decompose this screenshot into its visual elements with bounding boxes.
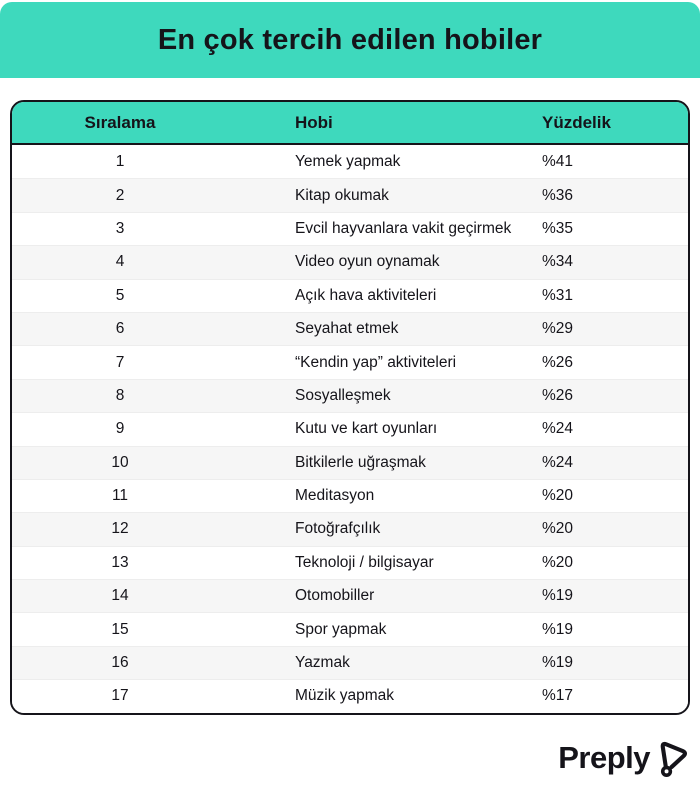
cell-pct: %36 <box>542 186 574 204</box>
cell-rank: 9 <box>115 420 125 438</box>
cell-hobby: Açık hava aktiviteleri <box>295 286 437 304</box>
cell-pct: %20 <box>542 553 574 571</box>
preply-logo-icon <box>655 737 688 779</box>
table-row <box>12 679 688 712</box>
cell-pct: %20 <box>542 520 574 538</box>
table-row <box>12 212 688 245</box>
cell-hobby: “Kendin yap” aktiviteleri <box>295 353 457 371</box>
table-row <box>12 345 688 378</box>
cell-pct: %19 <box>542 620 574 638</box>
cell-rank: 2 <box>115 186 125 204</box>
table-row <box>12 245 688 278</box>
cell-pct: %26 <box>542 386 574 404</box>
cell-hobby: Yazmak <box>295 654 350 672</box>
brand-wordmark: Preply <box>558 739 650 775</box>
cell-hobby: Bitkilerle uğraşmak <box>295 453 426 471</box>
cell-hobby: Otomobiller <box>295 587 375 605</box>
page-title: En çok tercih edilen hobiler <box>157 23 543 56</box>
cell-hobby: Müzik yapmak <box>295 687 395 705</box>
cell-pct: %19 <box>542 587 574 605</box>
table-row <box>12 446 688 479</box>
cell-hobby: Kitap okumak <box>295 186 389 204</box>
cell-rank: 14 <box>111 587 129 605</box>
cell-hobby: Sosyalleşmek <box>295 386 391 404</box>
footer <box>0 737 700 779</box>
cell-hobby: Seyahat etmek <box>295 320 399 338</box>
cell-rank: 11 <box>111 487 129 505</box>
cell-hobby: Meditasyon <box>295 487 375 505</box>
table-row <box>12 512 688 545</box>
cell-hobby: Kutu ve kart oyunları <box>295 420 438 438</box>
cell-rank: 6 <box>115 320 125 338</box>
cell-rank: 12 <box>111 520 129 538</box>
cell-pct: %17 <box>542 687 574 705</box>
cell-pct: %26 <box>542 353 574 371</box>
table-row <box>12 579 688 612</box>
table-row <box>12 612 688 645</box>
table-row <box>12 145 688 178</box>
cell-rank: 5 <box>115 286 125 304</box>
table-row <box>12 379 688 412</box>
cell-pct: %19 <box>542 654 574 672</box>
cell-rank: 7 <box>115 353 125 371</box>
cell-rank: 3 <box>115 219 125 237</box>
table-row <box>12 546 688 579</box>
table-header-row <box>12 102 688 145</box>
hobbies-table <box>10 100 690 715</box>
cell-pct: %24 <box>542 453 574 471</box>
cell-pct: %34 <box>542 253 574 271</box>
table-body <box>12 145 688 713</box>
cell-hobby: Video oyun oynamak <box>295 253 440 271</box>
table-row <box>12 412 688 445</box>
cell-hobby: Spor yapmak <box>295 620 387 638</box>
cell-rank: 16 <box>111 654 129 672</box>
cell-rank: 17 <box>111 687 129 705</box>
cell-rank: 4 <box>115 253 125 271</box>
column-header-rank: Sıralama <box>84 112 156 132</box>
column-header-hobby: Hobi <box>295 112 333 132</box>
cell-rank: 8 <box>115 386 125 404</box>
cell-pct: %29 <box>542 320 574 338</box>
column-header-percent: Yüzdelik <box>542 112 611 132</box>
cell-hobby: Fotoğrafçılık <box>295 520 381 538</box>
cell-rank: 13 <box>111 553 129 571</box>
table-row <box>12 479 688 512</box>
cell-pct: %24 <box>542 420 574 438</box>
table-row <box>12 279 688 312</box>
title-banner <box>0 2 700 78</box>
cell-rank: 10 <box>111 453 129 471</box>
cell-hobby: Teknoloji / bilgisayar <box>295 553 434 571</box>
cell-rank: 15 <box>111 620 129 638</box>
table-row <box>12 646 688 679</box>
cell-hobby: Evcil hayvanlara vakit geçirmek <box>295 219 512 237</box>
cell-pct: %41 <box>542 152 574 170</box>
cell-pct: %31 <box>542 286 574 304</box>
cell-pct: %35 <box>542 219 574 237</box>
cell-rank: 1 <box>115 152 125 170</box>
table-row <box>12 312 688 345</box>
cell-pct: %20 <box>542 487 574 505</box>
cell-hobby: Yemek yapmak <box>295 152 401 170</box>
table-row <box>12 178 688 211</box>
